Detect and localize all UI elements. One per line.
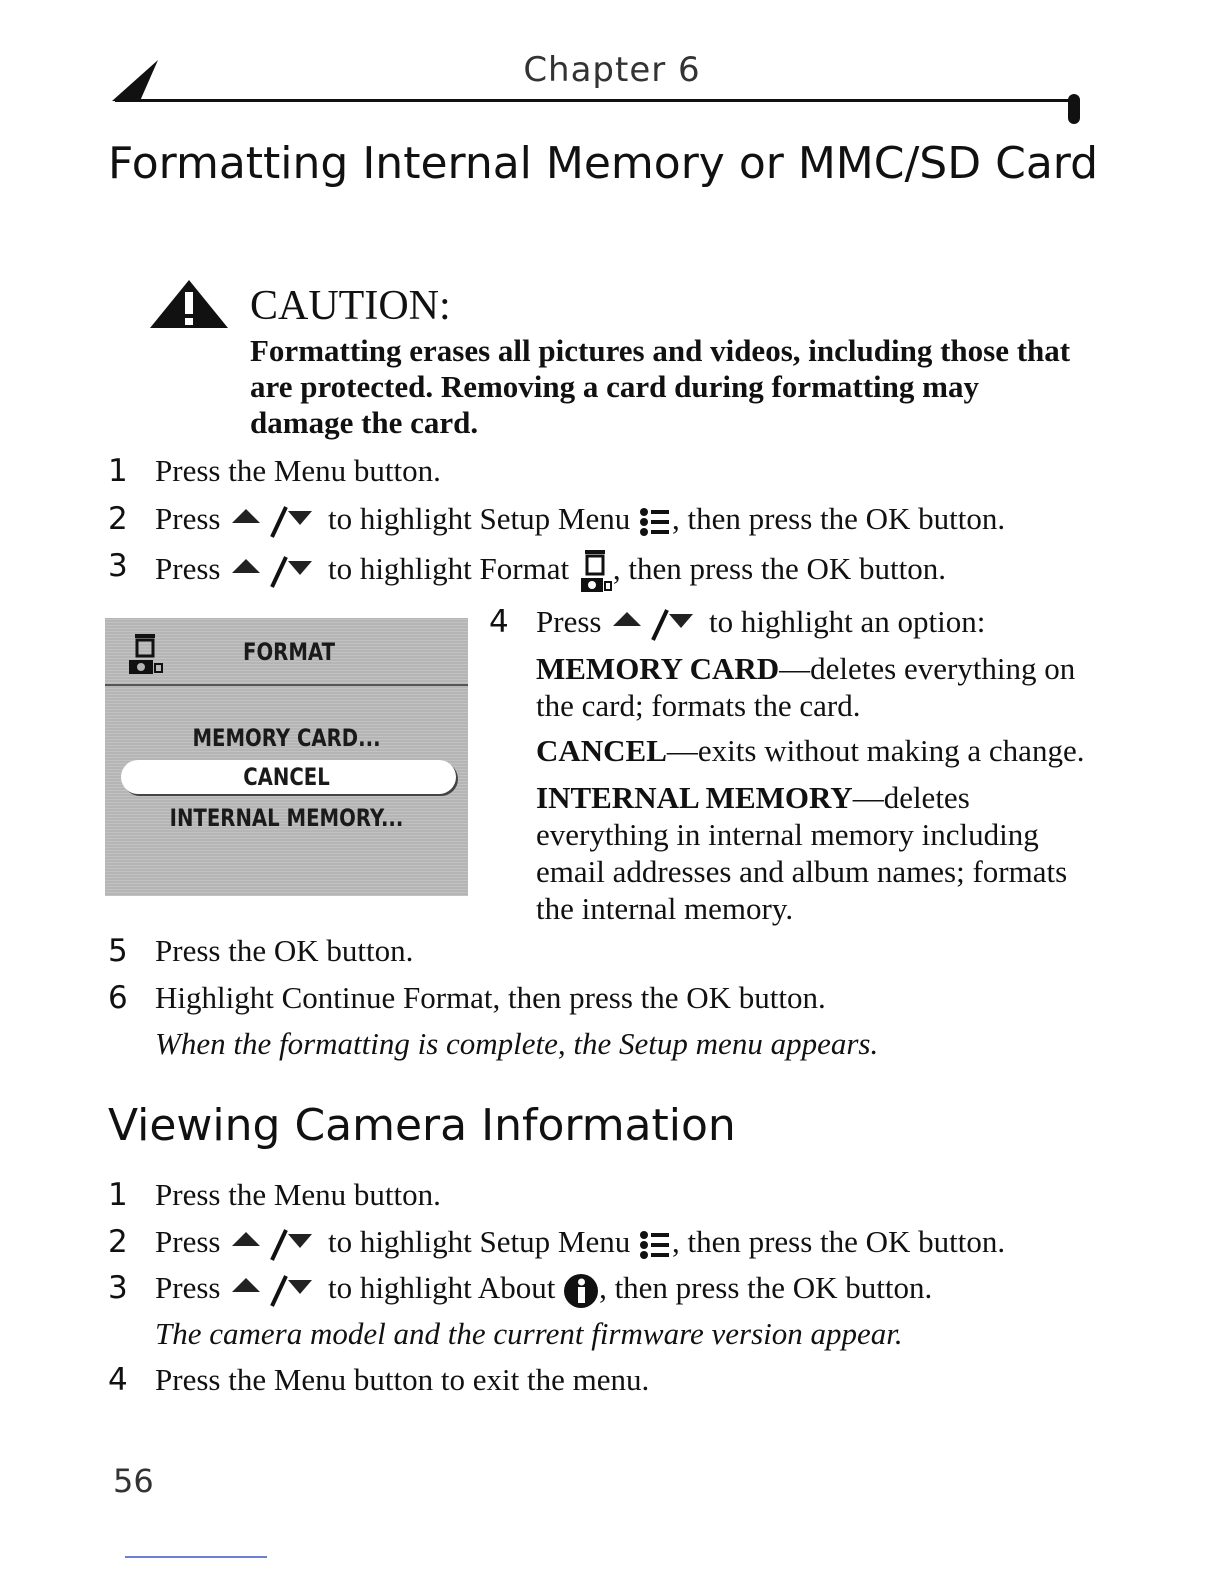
step-number: 5 [108,933,128,969]
option-description [536,732,1096,769]
step-text-pre: Press [155,551,221,587]
step-text-mid: to highlight About [327,1270,556,1305]
option-term: CANCEL [536,733,667,768]
option-term: MEMORY CARD [536,651,780,686]
result-note: The camera model and the current firmware version appear. [155,1316,903,1351]
step-number: 6 [108,980,128,1016]
format-trash-icon [577,548,613,596]
option-description [536,779,1096,927]
section-title-camera-info: Viewing Camera Information [108,1100,736,1151]
step-text: Press the Menu button. [155,453,441,488]
option-desc: —deletes everything in internal memory including email addresses and album names; formats the internal memory. [536,780,1068,926]
step-text-pre: Press [536,604,602,639]
step-number: 4 [489,604,509,640]
header-rule-end [1068,94,1080,124]
option-desc: —exits without making a change. [666,733,1085,768]
up-down-arrows-icon [609,608,701,642]
up-down-arrows-icon [228,555,320,589]
step-text: Press the Menu button to exit the menu. [155,1362,650,1397]
step-text: Press the Menu button. [155,1177,441,1212]
footer-rule [125,1556,267,1558]
step-text-mid: to highlight Setup Menu [327,1224,631,1259]
step-text-pre: Press [155,1270,221,1305]
up-down-arrows-icon [228,1274,320,1308]
format-screen [105,618,468,896]
header-rule-left-icon [110,58,166,104]
step-text-post: , then press the OK button. [671,501,1006,536]
step-text-post: , then press the OK button. [671,1224,1006,1259]
page-number: 56 [113,1462,154,1500]
step-text [155,1224,1005,1262]
header-rule [115,99,1080,102]
up-down-arrows-icon [228,1228,320,1262]
step-text-mid: to highlight Setup Menu [327,501,631,536]
step-text-post: , then press the OK button. [599,1270,933,1305]
setup-menu-icon [638,1228,672,1262]
screen-option-memory-card[interactable]: MEMORY CARD... [192,724,381,752]
section-title-formatting: Formatting Internal Memory or MMC/SD Card [108,138,1099,189]
caution-title: CAUTION: [250,283,451,329]
step-number: 3 [108,1270,128,1306]
setup-menu-icon [638,505,672,539]
screen-option-cancel[interactable]: CANCEL [243,763,330,791]
screen-option-internal-memory[interactable]: INTERNAL MEMORY... [169,804,404,832]
about-info-icon [563,1273,599,1309]
format-screen-title: FORMAT [243,638,336,666]
chapter-header: Chapter 6 [523,50,701,90]
caution-icon [148,278,230,330]
step-text [536,604,985,642]
option-term: INTERNAL MEMORY [536,780,853,815]
step-text-mid: to highlight Format [327,551,570,587]
step-number: 2 [108,501,128,537]
step-text [155,1270,932,1309]
option-description [536,650,1096,724]
step-text: Highlight Continue Format, then press the OK button. [155,980,826,1015]
format-trash-icon [125,632,165,676]
format-screen-header [105,618,468,686]
caution-body: Formatting erases all pictures and videos, including those that are protected. Removing a card during formatting may damage the card. [250,333,1071,440]
step-number: 1 [108,1177,128,1213]
step-text-mid: to highlight an option: [708,604,986,639]
up-down-arrows-icon [228,505,320,539]
step-text-pre: Press [155,501,221,536]
step-text [155,548,946,596]
step-number: 4 [108,1362,128,1398]
step-number: 3 [108,548,128,584]
result-note: When the formatting is complete, the Setup menu appears. [155,1026,879,1061]
step-text [155,501,1005,539]
step-text-pre: Press [155,1224,221,1259]
step-text: Press the OK button. [155,933,414,968]
option-desc: —deletes everything on the card; formats the card. [536,651,1076,723]
step-number: 1 [108,453,128,489]
step-number: 2 [108,1224,128,1260]
step-text-post: , then press the OK button. [612,551,947,587]
